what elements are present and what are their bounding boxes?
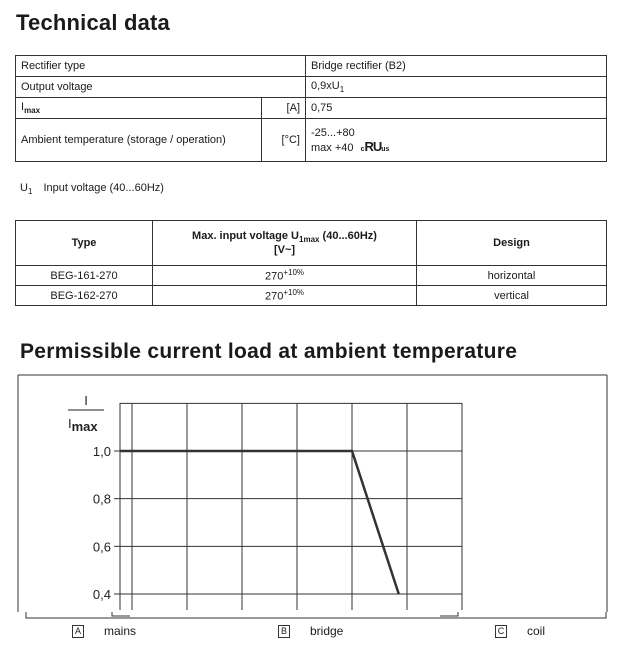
y-tick-label: 1,0	[92, 444, 111, 459]
col-header-type: Type	[16, 221, 153, 266]
type-cell: BEG-162-270	[16, 286, 153, 306]
ambient-temperature-unit: [°C]	[262, 119, 306, 162]
y-tick-label: 0,6	[92, 539, 111, 555]
voltage-cell: $270^{+10\%}$	[153, 286, 417, 306]
legend-item-mains	[72, 624, 136, 638]
col-header-voltage: Max. input voltage $U_{1max}$ (40...60Hz) [V~]	[153, 221, 417, 266]
chart-ylabel	[68, 393, 104, 434]
col-header-design: Design	[417, 221, 607, 266]
legend-label: bridge	[310, 624, 344, 638]
technical-data-heading: Technical data	[16, 10, 170, 35]
legend-bracket	[26, 612, 606, 618]
chart-grid	[120, 403, 462, 610]
footnote: $U_1$ Input voltage (40...60Hz)	[20, 182, 164, 197]
design-cell: horizontal	[417, 266, 607, 286]
bracket-tick	[112, 612, 130, 616]
chart-heading: Permissible current load at ambient temperature	[20, 340, 518, 363]
legend-key-box: C	[495, 625, 507, 638]
legend-item-bridge	[278, 624, 343, 638]
imax-unit: [A]	[262, 98, 306, 119]
legend-item-coil	[495, 624, 545, 638]
output-voltage-value: $0,9xU_1$	[306, 77, 607, 98]
output-voltage-label: Output voltage	[16, 77, 306, 98]
legend-key-box: A	[72, 625, 84, 638]
ambient-temperature-label: Ambient temperature (storage / operation)	[16, 119, 262, 162]
legend-label: coil	[527, 624, 546, 638]
ul-certification-icon: cRUus	[360, 138, 390, 154]
legend-label: mains	[104, 624, 137, 638]
imax-label: $I_{max}$	[16, 98, 262, 119]
bracket-tick	[440, 612, 458, 616]
imax-value: 0,75	[306, 98, 607, 119]
rectifier-type-label: Rectifier type	[16, 56, 306, 77]
y-tick-label: 0,4	[92, 587, 111, 602]
ambient-temperature-value: -25...+80 max +40 cRUus	[306, 119, 607, 162]
voltage-cell: $270^{+10\%}$	[153, 266, 417, 286]
design-cell: vertical	[417, 286, 607, 306]
ylabel-denominator: Imax	[68, 416, 98, 434]
rectifier-type-value: Bridge rectifier (B2)	[306, 56, 607, 77]
y-tick-label: 0,8	[92, 491, 111, 507]
legend-key-box: B	[278, 625, 290, 638]
current-load-line	[120, 451, 399, 594]
ylabel-numerator: I	[84, 393, 88, 408]
type-cell: BEG-161-270	[16, 266, 153, 286]
